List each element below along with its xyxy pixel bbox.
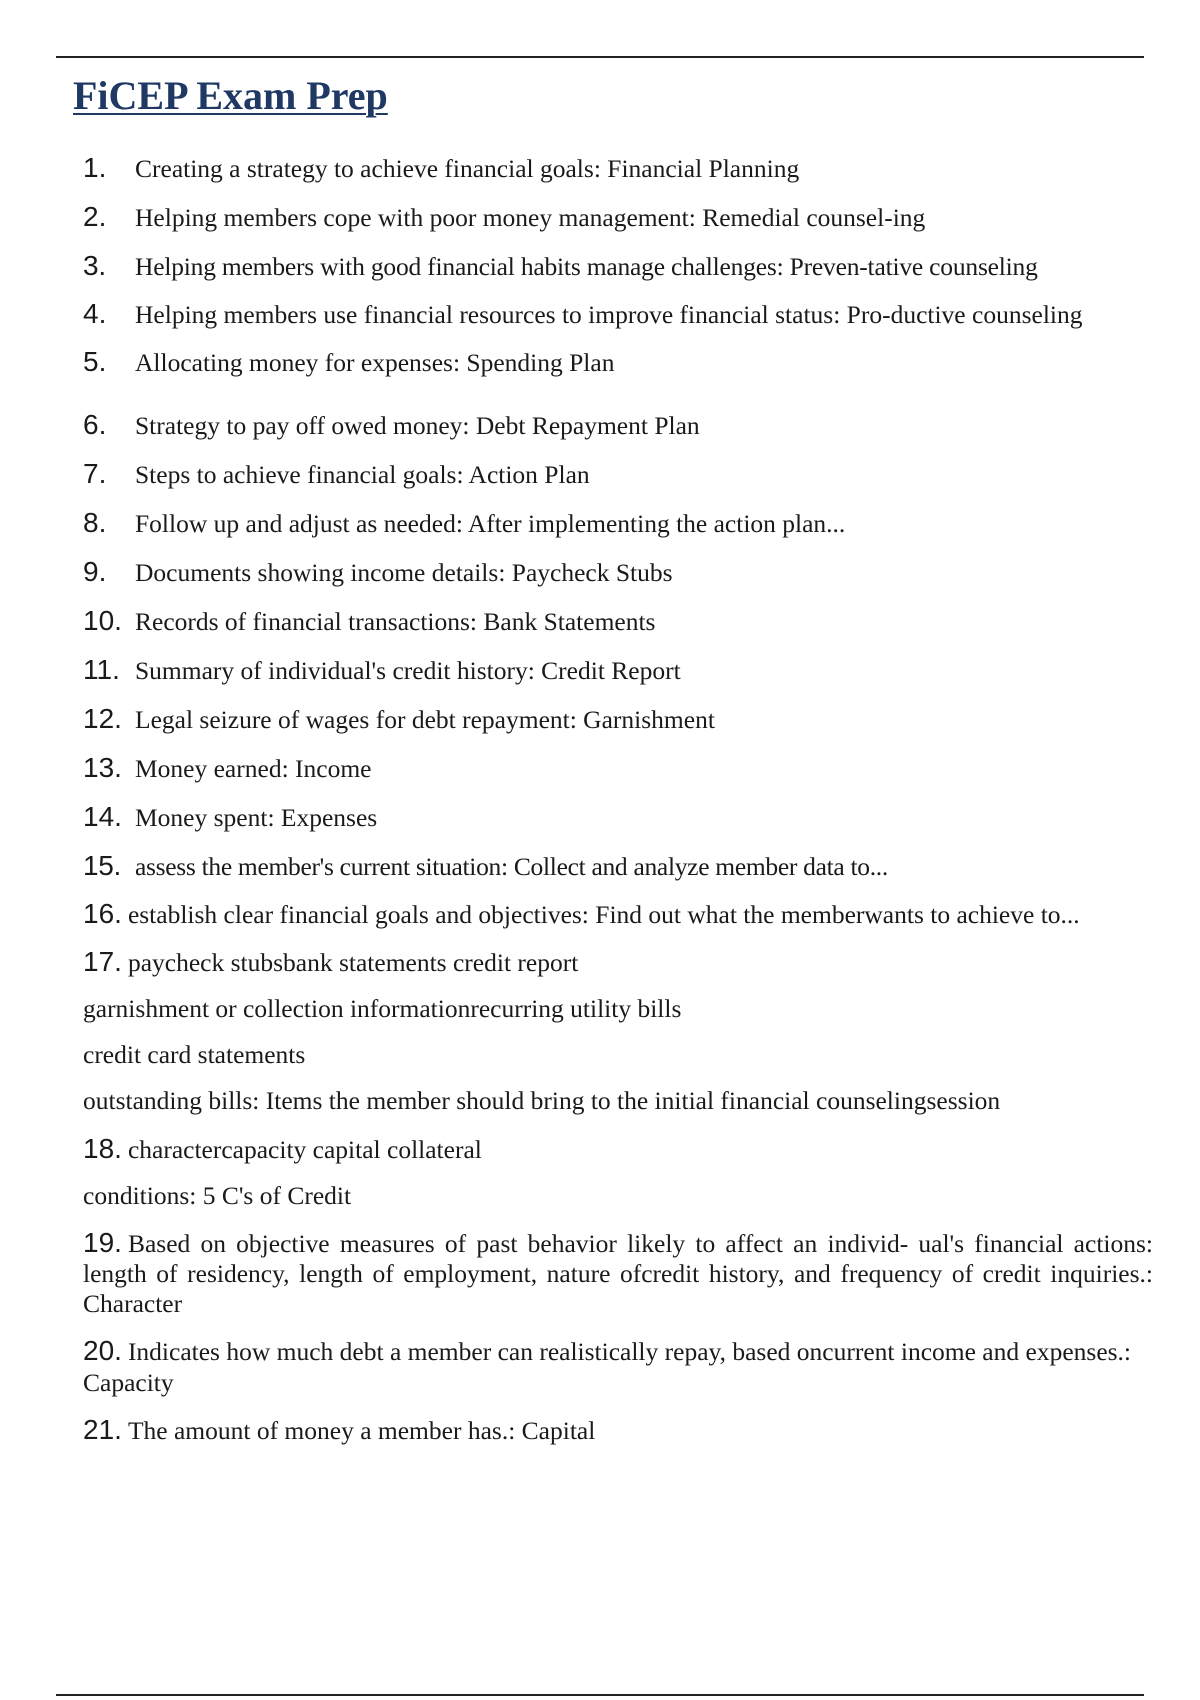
item-text: Money spent: Expenses xyxy=(135,803,378,832)
list-item xyxy=(83,299,1153,330)
list-item xyxy=(83,801,1153,834)
item-text: Creating a strategy to achieve financial goals: Financial Planning xyxy=(135,154,800,183)
list-item-continuation: conditions: 5 C's of Credit xyxy=(83,1181,352,1210)
item-text: Steps to achieve financial goals: Action Plan xyxy=(135,460,590,489)
list-item xyxy=(83,409,1153,442)
item-number: 17. xyxy=(83,946,122,977)
item-text: Records of financial transactions: Bank Statements xyxy=(135,607,656,636)
list-item-continuation: credit card statements xyxy=(83,1040,306,1069)
list-item-continuation: outstanding bills: Items the member should bring to the initial financial counselingsession xyxy=(83,1086,1001,1115)
item-text: Follow up and adjust as needed: After implementing the action plan... xyxy=(135,509,846,538)
item-number: 12. xyxy=(83,703,122,734)
item-text: Summary of individual's credit history: Credit Report xyxy=(135,656,681,685)
item-text: Strategy to pay off owed money: Debt Repayment Plan xyxy=(135,411,700,440)
item-number: 3. xyxy=(83,250,106,281)
item-number: 6. xyxy=(83,409,107,440)
item-text: paycheck stubsbank statements credit report xyxy=(127,948,579,977)
top-rule xyxy=(56,56,1144,58)
list-item xyxy=(83,703,1153,736)
item-number: 19. xyxy=(83,1227,122,1258)
list-item xyxy=(83,850,1153,883)
list-item xyxy=(83,1133,1153,1166)
item-number: 13. xyxy=(83,752,122,783)
list-item xyxy=(83,946,1153,979)
list-item xyxy=(83,507,1153,540)
qa-list xyxy=(83,152,1153,1463)
item-number: 1. xyxy=(83,152,107,183)
item-text: Indicates how much debt a member can realistically repay, based oncurrent income and expenses.: Capacity xyxy=(83,1337,1132,1397)
item-number: 4. xyxy=(83,298,107,329)
item-text: Money earned: Income xyxy=(135,754,372,783)
item-number: 5. xyxy=(83,346,107,377)
list-item xyxy=(83,346,1153,379)
item-text: assess the member's current situation: Collect and analyze member data to... xyxy=(135,852,888,881)
item-number: 9. xyxy=(83,556,107,587)
list-item xyxy=(83,458,1153,491)
item-text: Legal seizure of wages for debt repayment: Garnishment xyxy=(135,705,715,734)
item-text: The amount of money a member has.: Capital xyxy=(127,1416,596,1445)
list-item xyxy=(83,152,1153,185)
list-item xyxy=(83,752,1153,785)
list-item xyxy=(83,556,1153,589)
item-text: establish clear financial goals and objectives: Find out what the memberwants to achieve to... xyxy=(127,900,1080,929)
list-item xyxy=(83,201,1153,234)
list-item xyxy=(83,1414,1153,1447)
page-title: FiCEP Exam Prep xyxy=(73,73,388,118)
item-text: Allocating money for expenses: Spending Plan xyxy=(135,348,615,377)
list-item xyxy=(83,654,1153,687)
item-number: 21. xyxy=(83,1414,122,1445)
item-number: 14. xyxy=(83,801,122,832)
item-number: 8. xyxy=(83,507,107,538)
item-text: Based on objective measures of past behavior likely to affect an individ- ual's financial actions: length of residency, length of employment, nature ofcredit history, and frequency of credit inquiries.: Character xyxy=(83,1229,1153,1318)
bottom-rule xyxy=(56,1694,1144,1696)
list-item xyxy=(83,1228,1153,1319)
list-item xyxy=(83,250,1153,283)
item-number: 16. xyxy=(83,898,122,929)
item-text: Helping members use financial resources to improve financial status: Pro-ductive counseling xyxy=(135,300,1083,329)
item-number: 20. xyxy=(83,1335,122,1366)
item-text: Helping members with good financial habits manage challenges: Preven-tative counseling xyxy=(135,252,1038,281)
item-number: 15. xyxy=(83,850,122,881)
item-number: 11. xyxy=(83,654,120,685)
item-number: 2. xyxy=(83,201,107,232)
list-item xyxy=(83,1335,1153,1398)
item-number: 10. xyxy=(83,605,122,636)
item-number: 7. xyxy=(83,458,107,489)
item-text: Helping members cope with poor money management: Remedial counsel-ing xyxy=(135,203,926,232)
item-text: Documents showing income details: Paycheck Stubs xyxy=(135,558,673,587)
list-item xyxy=(83,899,1153,930)
item-text: charactercapacity capital collateral xyxy=(127,1135,482,1164)
list-item xyxy=(83,605,1153,638)
item-number: 18. xyxy=(83,1133,122,1164)
list-item-continuation: garnishment or collection informationrecurring utility bills xyxy=(83,994,682,1023)
